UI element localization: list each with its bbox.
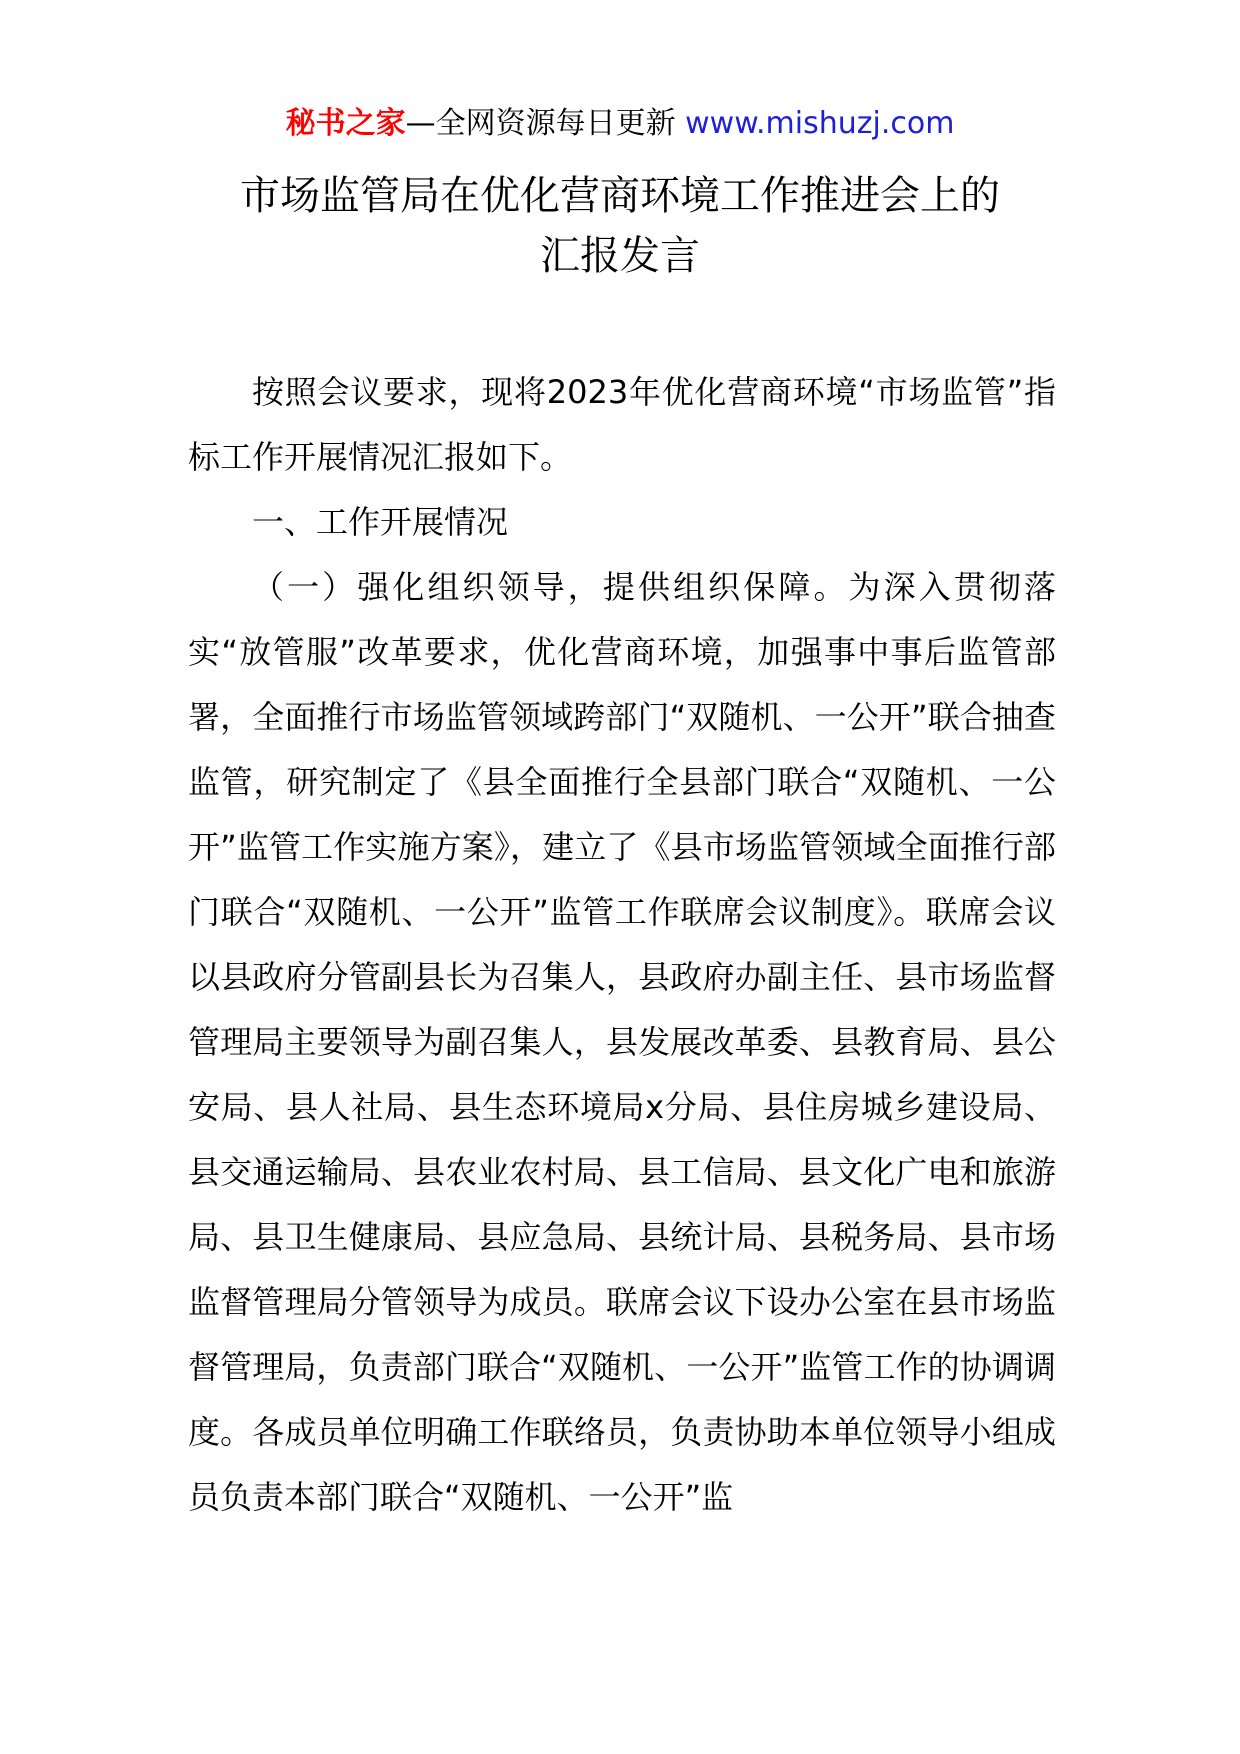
title-line-2: 汇报发言: [540, 233, 700, 279]
intro-paragraph: 按照会议要求，现将2023年优化营商环境“市场监管”指标工作开展情况汇报如下。: [188, 373, 1056, 476]
site-url-link[interactable]: www.mishuzj.com: [685, 106, 955, 141]
title-line-1: 市场监管局在优化营商环境工作推进会上的: [240, 173, 1000, 219]
section-heading: 一、工作开展情况: [252, 503, 509, 541]
body-paragraph: （一）强化组织领导，提供组织保障。为深入贯彻落实“放管服”改革要求，优化营商环境，加强事中事后监管部署，全面推行市场监管领域跨部门“双随机、一公开”联合抽查监管，研究制定了《县全面推行全县部门联合“双随机、一公开”监管工作实施方案》，建立了《县市场监管领域全面推行部门联合“双随机、一公开”监管工作联席会议制度》。联席会议以县政府分管副县长为召集人，县政府办副主任、县市场监督管理局主要领导为副召集人，县发展改革委、县教育局、县公安局、县人社局、县生态环境局x分局、县住房城乡建设局、县交通运输局、县农业农村局、县工信局、县文化广电和旅游局、县卫生健康局、县应急局、县统计局、县税务局、县市场监督管理局分管领导为成员。联席会议下设办公室在县市场监督管理局，负责部门联合“双随机、一公开”监管工作的协调调度。各成员单位明确工作联络员，负责协助本单位领导小组成员负责本部门联合“双随机、一公开”监: [188, 568, 1056, 1516]
document-body: [188, 360, 1056, 1530]
site-slogan: —全网资源每日更新: [405, 106, 676, 141]
site-header: [0, 104, 1240, 144]
brand-name[interactable]: 秘书之家: [285, 106, 406, 141]
document-title: [0, 166, 1240, 286]
